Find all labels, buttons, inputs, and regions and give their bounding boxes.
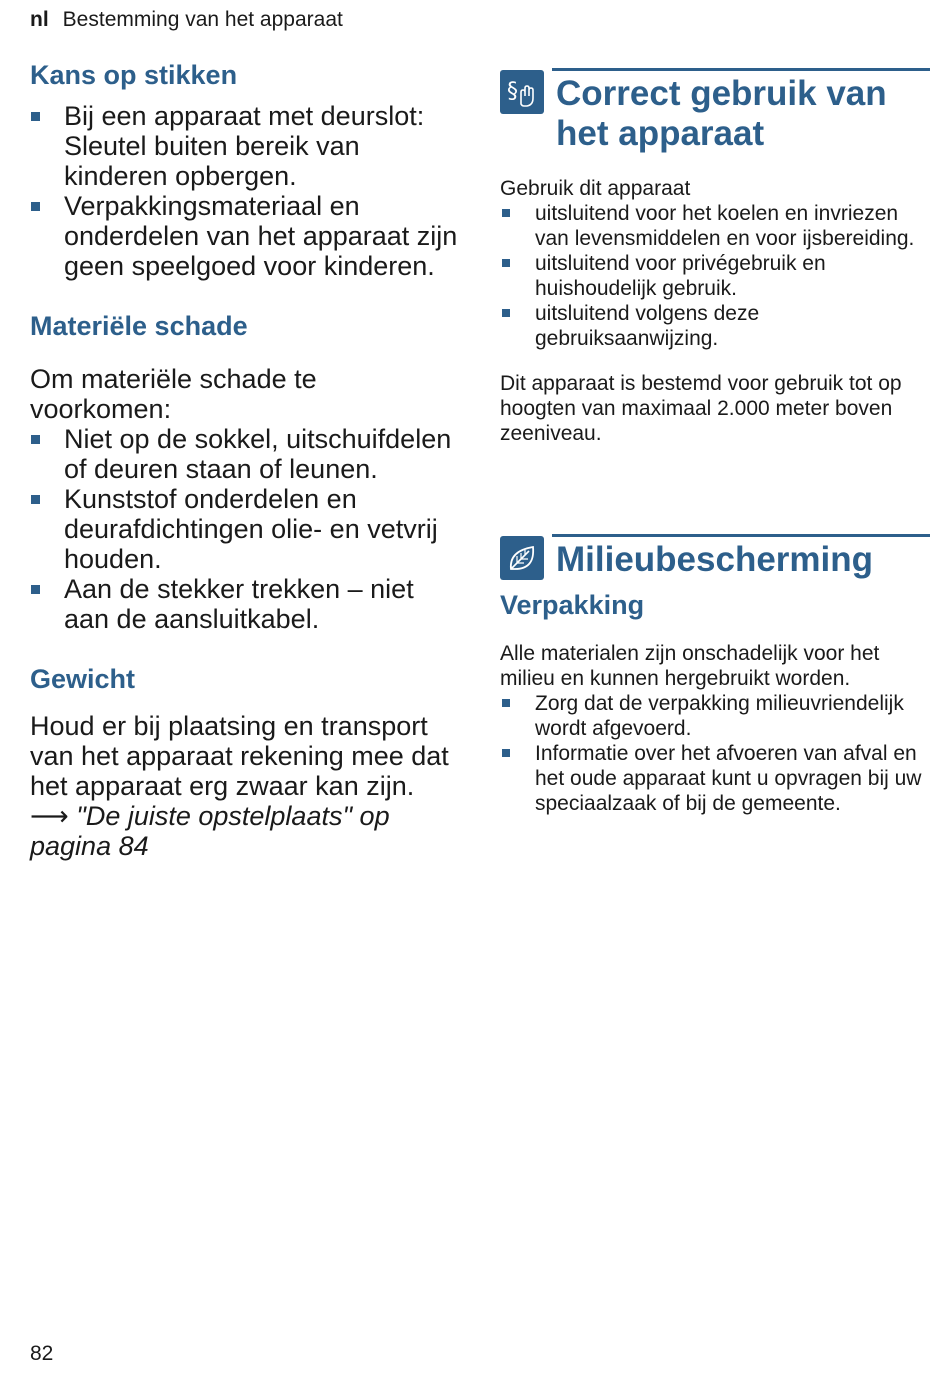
list-item: Zorg dat de verpakking milieuvriendelijk wordt afgevoerd. (500, 691, 930, 741)
section-rule (552, 534, 930, 537)
gewicht-text: Houd er bij plaatsing en transport van het apparaat rekening mee dat het apparaat erg zwaar kan zijn. (30, 711, 449, 801)
list-item: Niet op de sokkel, uitschuifdelen of deuren staan of leunen. (30, 424, 460, 484)
page-number: 82 (30, 1342, 54, 1365)
left-column (30, 60, 460, 861)
heading-materiele-schade: Materiële schade (30, 311, 248, 341)
section-correct-gebruik (500, 68, 930, 154)
reference-text: "De juiste opstelplaats" op pagina 84 (30, 801, 390, 861)
list-item: Bij een apparaat met deurslot: Sleutel buiten bereik van kinderen opbergen. (30, 101, 460, 191)
header-title: Bestemming van het apparaat (62, 8, 343, 31)
correct-intro: Gebruik dit apparaat (500, 177, 691, 200)
cross-reference-link[interactable] (30, 801, 460, 861)
arrow-right-icon: ⟶ (30, 801, 69, 831)
section-milieubescherming (500, 534, 930, 580)
kans-list (30, 101, 460, 281)
list-item: uitsluitend voor het koelen en invriezen van levensmiddelen en voor ijsbereiding. (500, 201, 930, 251)
heading-verpakking: Verpakking (500, 590, 645, 620)
correct-list (500, 201, 930, 351)
list-item: Kunststof onderdelen en deurafdichtingen olie- en vetvrij houden. (30, 484, 460, 574)
list-item: uitsluitend voor privégebruik en huishoudelijk gebruik. (500, 251, 930, 301)
heading-kans-op-stikken: Kans op stikken (30, 60, 238, 90)
schade-list (30, 424, 460, 634)
heading-correct-gebruik: Correct gebruik van het apparaat (556, 74, 887, 153)
heading-milieubescherming: Milieubescherming (556, 540, 874, 579)
svg-text:§: § (507, 79, 518, 104)
page-header (30, 8, 343, 32)
list-item: Aan de stekker trekken – niet aan de aansluitkabel. (30, 574, 460, 634)
language-code: nl (30, 8, 49, 31)
paragraph-hand-icon (500, 70, 544, 114)
heading-gewicht: Gewicht (30, 664, 136, 694)
schade-intro: Om materiële schade te voorkomen: (30, 364, 317, 424)
section-rule (552, 68, 930, 71)
milieu-list (500, 691, 930, 816)
leaf-icon (500, 536, 544, 580)
milieu-intro: Alle materialen zijn onschadelijk voor het milieu en kunnen hergebruikt worden. (500, 642, 880, 690)
correct-note: Dit apparaat is bestemd voor gebruik tot op hoogten van maximaal 2.000 meter boven zeeniveau. (500, 372, 902, 445)
list-item: Informatie over het afvoeren van afval en het oude apparaat kunt u opvragen bij uw speciaalzaak of bij de gemeente. (500, 741, 930, 816)
list-item: uitsluitend volgens deze gebruiksaanwijzing. (500, 301, 930, 351)
list-item: Verpakkingsmateriaal en onderdelen van het apparaat zijn geen speelgoed voor kinderen. (30, 191, 460, 281)
right-column (500, 68, 930, 816)
